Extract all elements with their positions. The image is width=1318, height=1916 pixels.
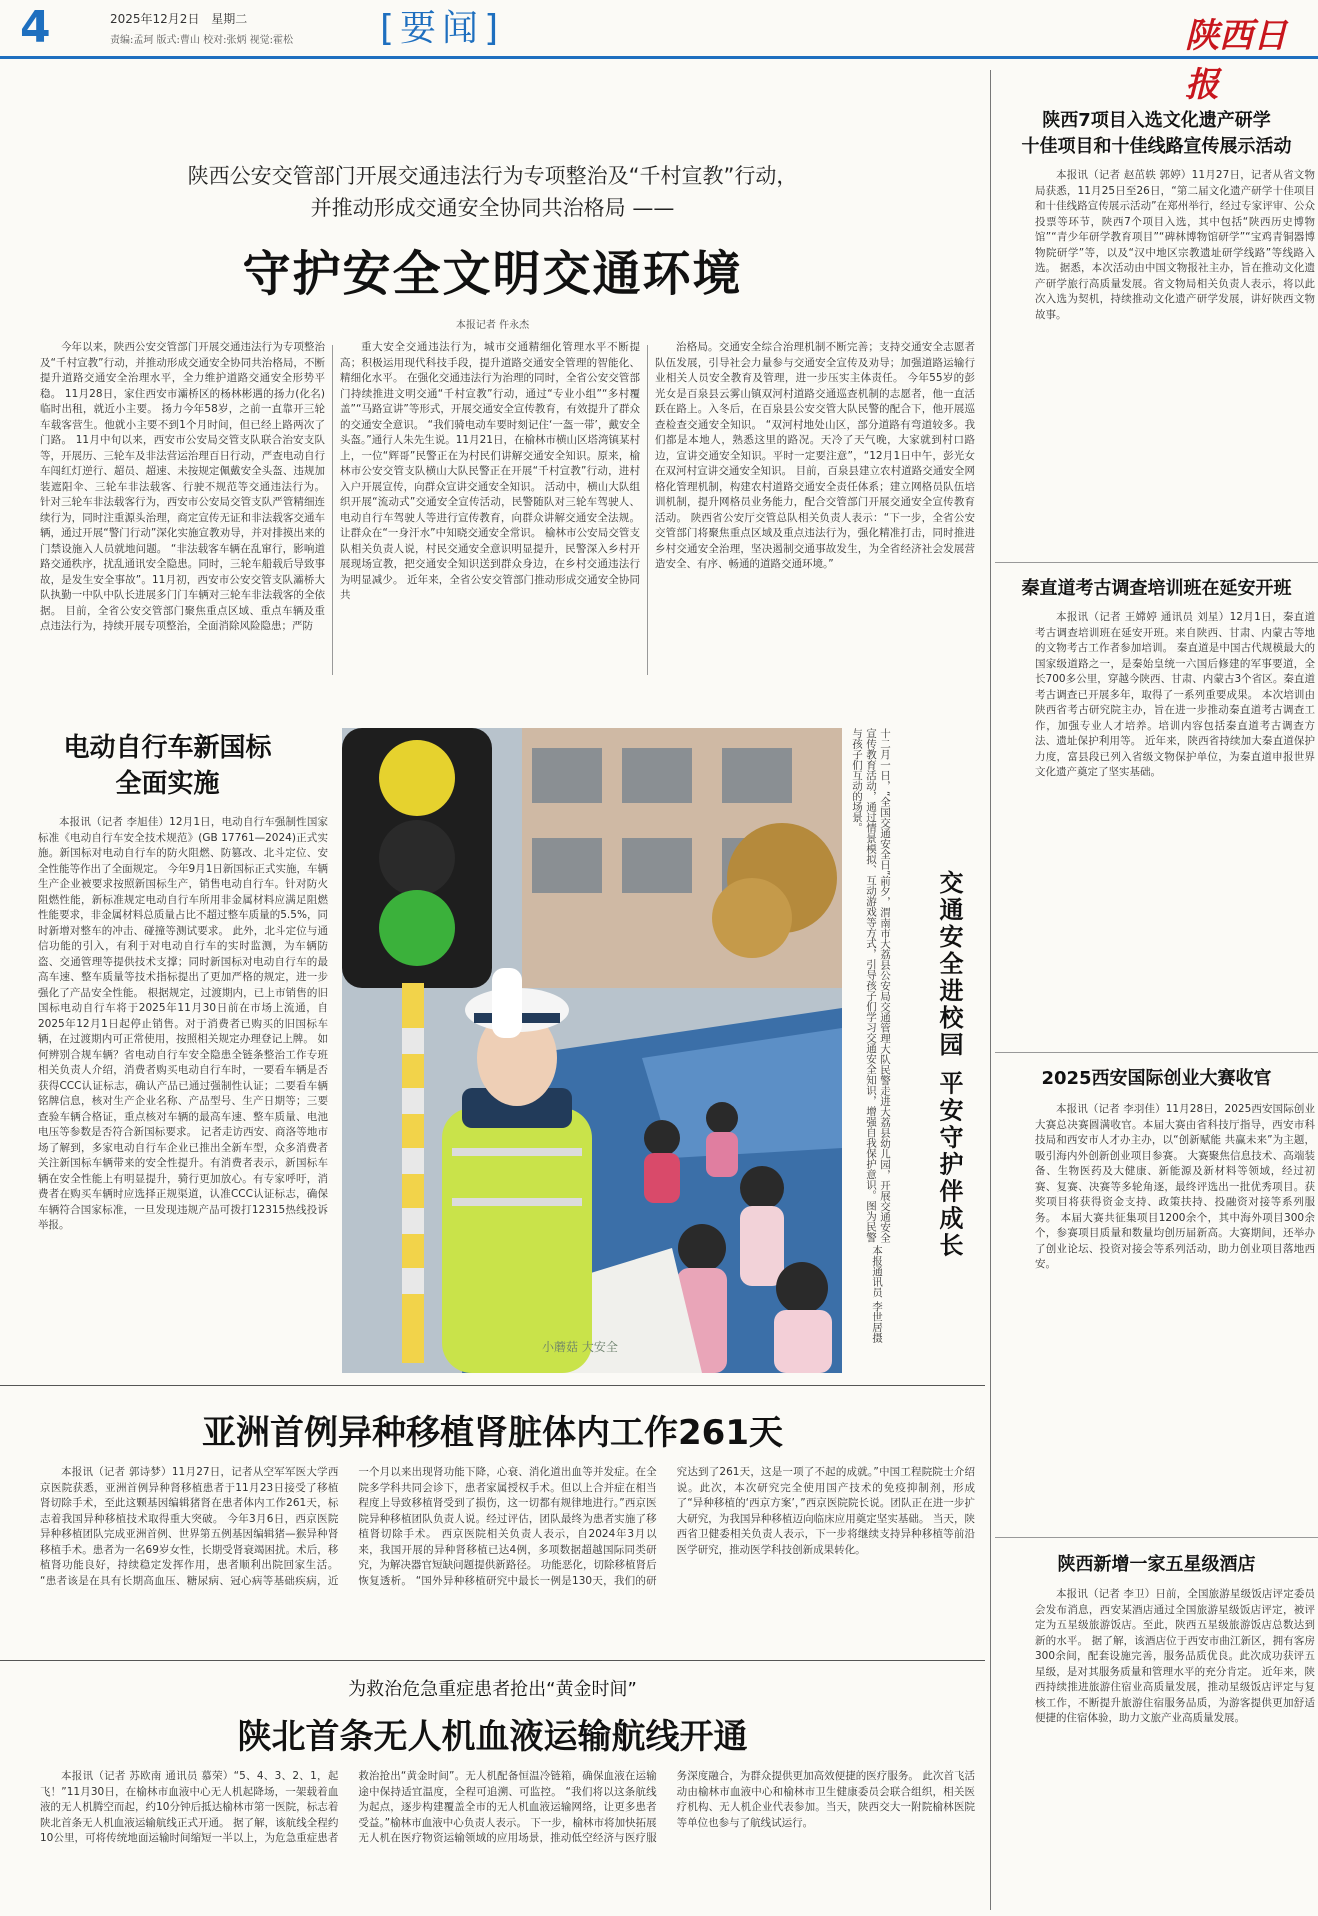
date-text: 2025年12月2日 [110,12,200,26]
sidebar-rule-2 [995,1052,1318,1053]
main-headline: 守护安全文明交通环境 [242,246,743,302]
sidebar [995,62,1318,1916]
sidebar-a3-body [1035,1102,1315,1522]
main-col-1 [40,340,325,685]
photo-caption-text: 十二月一日，“全国交通安全日”前夕，渭南市大荔县公安局交通管理大队民警走进大荔县幼儿园，开展交通安全宣传教育活动，通过情景模拟、互动游戏等方式，引导孩子们学习交通安全知识，增强自我保护意识。图为民警与孩子们互动的场景。 [851,728,891,1243]
main-col-3-text: 治格局。交通安全综合治理机制不断完善；支持交通安全志愿者队伍发展，引导社会力量参与交通安全宣传及劝导；加强道路运输行业相关人员安全教育及管理，进一步压实主体责任。 今年55岁的彭光女是百泉县云雾山镇双河村道路交通巡查机制的志愿者，他一直活跃在路上。入冬后，在百泉县公安交管大队民警的配合下，他开展巡查检查交通安全知识。 “双河村地处山区，部分道路有弯道较多。我们都是本地人，熟悉这里的路况。天冷了天气晚，大家就到村口路边，宣讲交通安全知识。平时一定要注意”，“12月1日中午，彭光女在双河村宣讲交通安全知识。 目前，百泉县建立农村道路交通安全网格化管理机制，构建农村道路交通安全责任体系；建立网格员队伍培训机制，提升网格员业务能力，配合交管部门开展交通安全宣传教育活动。 陕西省公安厅交管总队相关负责人表示：“下一步，全省公安交管部门将聚焦重点区域及重点违法行为，强化精准打击，同时推进乡村交通安全治理，坚决遏制交通事故发生，为全省经济社会发展营造安全、有序、畅通的道路交通环境。” [655,341,975,570]
sidebar-a4-text: 本报讯（记者 李卫）日前，全国旅游星级饭店评定委员会发布消息，西安某酒店通过全国旅游星级饭店评定，被评定为五星级旅游饭店。至此，陕西五星级旅游饭店总数达到新的水平。 据了解，该酒店位于西安市曲江新区，拥有客房300余间，配套设施完善，服务品质优良。此次成功获评五星级，是对其服务质量和管理水平的充分肯定。 近年来，陕西持续推进旅游住宿业高质量发展，推动星级饭店评定与复核工作，不断提升旅游住宿服务品质，为游客提供更加舒适便捷的住宿体验，助力文旅产业高质量发展。 [1035,1588,1315,1724]
school-photo [342,728,842,1373]
sidebar-a1-text: 本报讯（记者 赵茁轶 郭婷）11月27日，记者从省文物局获悉，11月25日至26日，“第二届文化遗产研学十佳项目和十佳线路宣传展示活动”在郑州举行，经过专家评审、公众投票等环节，陕西7个项目入选，其中包括“陕西历史博物馆”“青少年研学教育项目”“碑林博物馆研学”“宝鸡青铜器博物院研学”等，以及“汉中地区宗教遗址研学线路”等线路入选。 据悉，本次活动由中国文物报社主办，旨在推动文化遗产研学旅行高质量发展。省文物局相关负责人表示，将以此次入选为契机，持续推动文化遗产研学发展，讲好陕西文物故事。 [1035,169,1315,321]
drone-kicker: 为救治危急重症患者抢出“黄金时间” [348,1679,637,1700]
drone-headline: 陕北首条无人机血液运输航线开通 [237,1717,748,1757]
bracket-left-icon: [ [380,8,401,49]
main-byline: 本报记者 仵永杰 [455,320,530,331]
sidebar-a1-body [1035,168,1315,568]
sidebar-a1-title-1: 陕西7项目入选文化遗产研学 [1042,110,1271,131]
drone-body [40,1769,975,1914]
ebike-headline-1: 电动自行车新国标 [63,733,272,763]
staff-credits: 责编:孟珂 版式:曹山 校对:张炳 视觉:霍松 [110,35,294,46]
issue-date [110,10,247,27]
ebike-headline-2: 全面实施 [115,769,220,799]
sidebar-a2-text: 本报讯（记者 王嫦婷 通讯员 刘星）12月1日，秦直道考古调查培训班在延安开班。来自陕西、甘肃、内蒙古等地的文物考古工作者参加培训。 秦直道是中国古代规模最大的国家级道路之一，是秦始皇统一六国后修建的军事要道，全长700多公里，穿越今陕西、甘肃、内蒙古3个省区。秦直道考古调查已开展多年，取得了一系列重要成果。 本次培训由陕西省考古研究院主办，旨在进一步推动秦直道考古调查工作，加强专业人才培养。培训内容包括秦直道考古调查方法、遗址保护利用等。 近年来，陕西省持续加大秦直道保护力度，富县段已列入省级文物保护单位，为秦直道申报世界文化遗产奠定了坚实基础。 [1035,611,1315,778]
page-number: 4 [20,2,51,53]
header-rule [0,56,1318,59]
main-col-2-text: 重大安全交通违法行为，城市交通精细化管理水平不断提高；积极运用现代科技手段，提升道路交通安全管理的智能化、精细化水平。 在强化交通违法行为治理的同时，全省公安交管部门持续推进文明交通“千村宣教”行动，通过“专业小组”“多村覆盖”“马路宣讲”等形式，开展交通安全宣传教育，有效提升了群众的交通安全意识。 “我们骑电动车要时刻记住‘一盔一带’，戴安全头盔。”通行人朱先生说。11月21日，在榆林市横山区塔湾镇某村上，一位“辉哥”民警正在为村民们讲解交通安全知识。原来，榆林市公安交管支队横山大队民警正在开展“千村宣教”行动，进村入户开展宣传，向群众宣讲交通安全知识。 活动中，横山大队组织开展“流动式”交通安全宣传活动，民警随队对三轮车驾驶人、电动自行车驾驶人等进行宣传教育，向群众讲解交通安全法规。让群众在“一身汗水”中知晓交通安全常识。 榆林市公安局交管支队相关负责人说，村民交通安全意识明显提升，民警深入乡村开展现场宣教，把交通安全知识送到群众身边，在乡村交通违法行为明显减少。 近年来，全省公安交管部门推动形成交通安全协同共 [340,341,640,601]
photo-block [342,728,842,1373]
sidebar-rule-3 [995,1537,1318,1538]
main-col-1-text: 今年以来，陕西公安交管部门开展交通违法行为专项整治及“千村宣教”行动，并推动形成交通安全协同共治格局，不断提升道路交通安全治理水平，全力维护道路交通安全形势平稳。 11月28日，家住西安市灞桥区的杨林彬遇的扬力(化名)临时出租，就近小主要。 扬力今年58岁，之前一直靠开三轮车载客营生。他就小主要不到1个月时间，但已经上路两次了门路。 11月中旬以来，西安市公安局交管支队联合治安支队等，开展历、三轮车及非法营运治理百日行动，严查电动自行车闯红灯逆行、超员、超速、未按规定佩戴安全头盔、违规加装遮阳伞、三轮车非法载客、行驶不规范等交通违法行为。 针对三轮车非法载客行为，西安市公安局交管支队严管精细连续行为，同时注重源头治理，商定宣传无证和非法载客交通车辆，通过开展“警门行动”深化实施宣教劝导，并对排摸出来的门禁设施入人员就地问题。 “非法载客车辆在乱窜行，影响道路交通秩序，扰乱通讯安全隐患。同时，三轮车船载后导致事故，是发生安全事故”。11月初，西安市公安交管支队灞桥大队执勤一中队中队长进展多门门车辆对三轮车非法载客的全依据。 目前，全省公安交管部门聚焦重点区域、重点车辆及重点违法行为，持续开展专项整治，全面消除风险隐患；严防 [40,341,325,632]
drone-article [0,1665,985,1916]
bracket-right-icon: ] [484,8,505,49]
kidney-body [40,1465,975,1645]
sidebar-rule-1 [995,562,1318,563]
drone-body-text: 本报讯（记者 苏欧南 通讯员 慕荣）“5、4、3、2、1，起飞！”11月30日，在榆林市血液中心无人机起降场，一架载着血液的无人机腾空而起，约10分钟后抵达榆林市第一医院，标志着陕北首条无人机血液运输航线正式开通。 据了解，该航线全程约10公里，可将传统地面运输时间缩短一半以上，为危急重症患者救治抢出“黄金时间”。无人机配备恒温冷链箱，确保血液在运输途中保持适宜温度，全程可追溯、可监控。 “我们将以这条航线为起点，逐步构建覆盖全市的无人机血液运输网络，让更多患者受益。”榆林市血液中心负责人表示。 下一步，榆林市将加快拓展无人机在医疗物资运输领域的应用场景，推动低空经济与医疗服务深度融合，为群众提供更加高效便捷的医疗服务。 此次首飞活动由榆林市血液中心和榆林市卫生健康委员会联合组织，相关医疗机构、无人机企业代表参加。当天，陕西交大一附院榆林医院等单位也参与了航线试运行。 [40,1770,975,1844]
section-title [380,0,504,51]
divider-low [0,1660,985,1661]
sidebar-a1-title-2: 十佳项目和十佳线路宣传展示活动 [1021,136,1292,157]
page-header [0,0,1318,105]
sidebar-a3-text: 本报讯（记者 李羽佳）11月28日，2025西安国际创业大赛总决赛圆满收官。本届大赛由省科技厅指导，西安市科技局和西安市人才办主办，以“创新赋能 共赢未来”为主题，吸引海内外创新创业项目参赛。 大赛聚焦信息技术、高端装备、生物医药及大健康、新能源及新材料等领域，经过初赛、复赛、决赛等多轮角逐，最终评选出一批优秀项目。获奖项目将获得资金支持、政策扶持、投融资对接等系列服务。 本届大赛共征集项目1200余个，其中海外项目300余个，参赛项目质量和数量均创历届新高。大赛期间，还举办了创业论坛、投资对接会等系列活动，助力创业项目落地西安。 [1035,1103,1315,1270]
section-label: 要闻 [400,8,485,49]
main-divider-1 [332,345,333,675]
weekday-text: 星期二 [211,12,248,26]
sidebar-a4-title: 陕西新增一家五星级酒店 [1057,1554,1256,1575]
photo-credit: 本报通讯员 李世居摄 [871,1245,883,1343]
sidebar-a3-title: 2025西安国际创业大赛收官 [1041,1068,1272,1089]
ebike-body [38,815,328,1370]
main-kicker-1: 陕西公安交管部门开展交通违法行为专项整治及“千村宣教”行动， [187,164,798,188]
photo-caption-title: 交通安全进校园 平安守护伴成长 [935,870,963,1260]
kidney-body-text: 本报讯（记者 郭诗梦）11月27日，记者从空军军医大学西京医院获悉，亚洲首例异种肾移植患者于11月23日接受了移植肾切除手术，至此这颗基因编辑猪肾在患者体内工作261天，标志着我国异种移植技术取得重大突破。 今年3月6日，西京医院异种移植团队完成亚洲首例、世界第五例基因编辑猪—猴异种肾移植手术。患者为一名69岁女性，长期受肾衰竭困扰。术后，移植肾功能良好，持续稳定发挥作用，患者顺利出院回家生活。 “患者该是在具有长期高血压、糖尿病、冠心病等基础疾病，近一个月以来出现肾功能下降，心衰、消化道出血等并发症。在全院多学科共同会诊下，患者家属授权手术。但以上合并症在相当程度上导致移植肾受到了损伤，这一切都有规律地进行。”西京医院异种移植团队负责人说。经过评估，团队最终为患者实施了移植肾切除手术。 西京医院相关负责人表示，自2024年3月以来，我国开展的异种肾移植已达4例，多项数据超越国际同类研究，为解决器官短缺问题提供新路径。 功能恶化，切除移植肾后恢复透析。 “国外异种移植研究中最长一例是130天，我们的研究达到了261天，这是一项了不起的成就。”中国工程院院士介绍说。此次，本次研究完全使用国产技术的免疫抑制剂，形成了“异种移植的‘西京方案’，”西京医院院长说。团队正在进一步扩大研究，为我国异种移植迈向临床应用奠定坚实基础。 当天，陕西省卫健委相关负责人表示，下一步将继续支持异种移植等前沿医学研究，推动医学科技创新成果转化。 [40,1466,975,1587]
main-col-3 [655,340,975,685]
sidebar-a2-title: 秦直道考古调查培训班在延安开班 [1021,578,1292,599]
sidebar-a2-body [1035,610,1315,1030]
sidebar-divider [990,70,991,1910]
ebike-article [0,715,335,1375]
divider-mid [0,1385,985,1386]
newspaper-logo: 陕西日报 [1185,16,1287,105]
main-divider-2 [647,345,648,675]
photo-scene-text: 小蘑菇 大安全 [542,1340,618,1354]
ebike-body-text: 本报讯（记者 李旭佳）12月1日，电动自行车强制性国家标准《电动自行车安全技术规范》(GB 17761—2024)正式实施。新国标对电动自行车的防火阻燃、防篡改、北斗定位、安全性能等作出了全面规定。 今年9月1日新国标正式实施，车辆生产企业被要求按照新国标生产，销售电动自行车。针对防火阻燃性能，新标准规定电动自行车所用非金属材料应满足阻燃性能要求，非金属材料总质量占比不超过整车质量的5.5%，同时新增对整车的冲击、碰撞等测试要求。 此外，北斗定位与通信功能的引入，有利于对电动自行车的实时监测，为车辆防盗、交通管理等提供技术支撑；同时新国标对电动自行车的最高车速、整车质量等技术指标提出了更加严格的规定，进一步强化了产品安全性能。 根据规定，过渡期内，已上市销售的旧国标电动自行车将于2025年11月30日前在市场上流通，自2025年12月1日起停止销售。对于消费者已购买的旧国标车辆，在过渡期内可正常使用，按照相关规定办理登记上牌。 如何辨别合规车辆？省电动自行车安全隐患全链条整治工作专班相关负责人介绍，消费者购买电动自行车时，一要看车辆是否获得CCC认证标志，确认产品已通过强制性认证；二要看车辆铭牌信息，核对生产企业名称、产品型号、生产日期等；三要查验车辆合格证，重点核对车辆的最高车速、整车质量、电池电压等参数是否符合新国标要求。 记者走访西安、商洛等地市场了解到，多家电动自行车企业已推出全新车型，众多消费者关注新国标车辆带来的安全性提升。有消费者表示，新国标车辆在安全性能上有明显提升，骑行更加放心。有专家呼吁，消费者在购买车辆时应选择正规渠道，认准CCC认证标志，确保车辆符合国家标准，一旦发现违规产品可拨打12315热线投诉举报。 [38,816,328,1231]
main-kicker-2: 并推动形成交通安全协同共治格局 —— [310,196,675,220]
kidney-article [0,1390,985,1650]
sidebar-a4-body [1035,1587,1315,1912]
main-col-2 [340,340,640,685]
kidney-headline: 亚洲首例异种移植肾脏体内工作261天 [202,1413,783,1453]
main-article [0,140,985,695]
